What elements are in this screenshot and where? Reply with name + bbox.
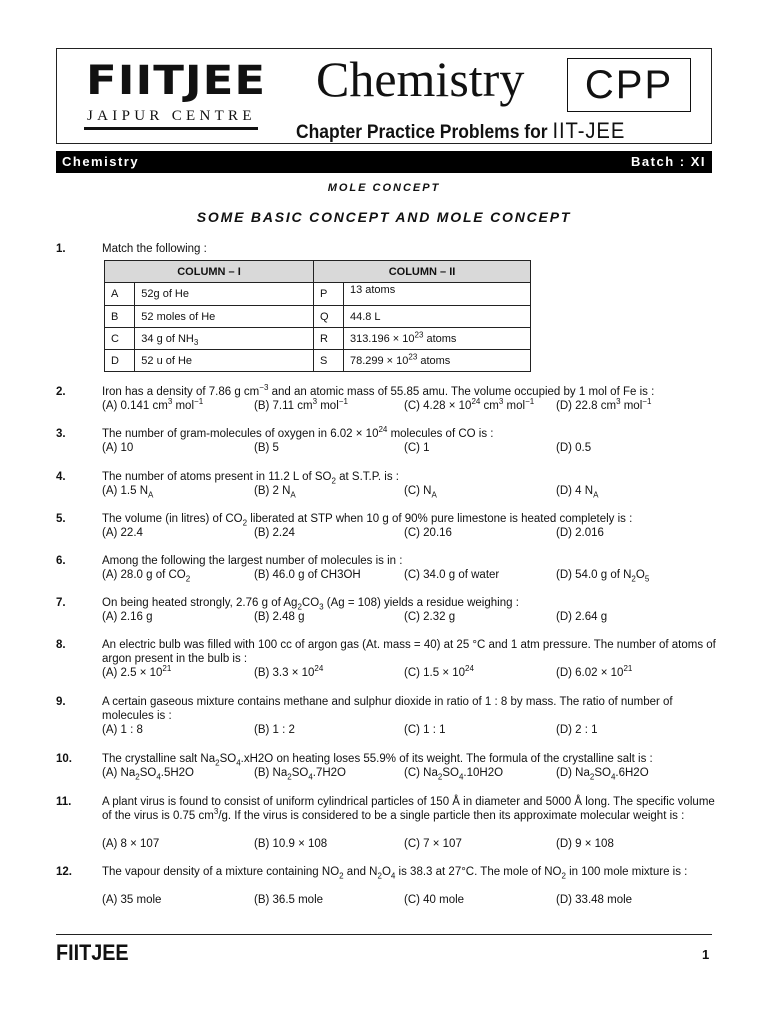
- option-c: (C) 2.32 g: [404, 611, 456, 623]
- question-number: 1.: [56, 243, 66, 255]
- row-letter: A: [105, 283, 135, 306]
- page-number: 1: [702, 947, 710, 962]
- option-d: (D) $Na_2SO_4.6H2O$: [556, 767, 649, 782]
- question-text: A certain gaseous mixture contains methane and sulphur dioxide in ratio of 1 : 8 by mass. The ratio of number of molecules is :: [102, 696, 673, 722]
- option-b: (B) 1 : 2: [254, 724, 295, 736]
- option-c: (C) $Na_2SO_4.10H2O$: [404, 767, 504, 782]
- option-a: (A) $Na_2SO_4.5H2O$: [102, 767, 195, 782]
- logo-rule: [84, 127, 258, 130]
- option-c: (C) 1 : 1: [404, 724, 446, 736]
- option-b: (B) 7.11 $cm^3$ mol$^{-1}$: [254, 397, 348, 412]
- subject-bar: [56, 151, 712, 173]
- option-d: (D) 33.48 mole: [556, 894, 633, 906]
- fiitjee-logo: FIITJEE: [86, 56, 267, 105]
- option-a: (A) 0.141 $cm^3$ mol$^{-1}$: [102, 397, 204, 412]
- match-table: [104, 260, 531, 372]
- option-a: (A) 8 × 107: [102, 838, 160, 850]
- option-c: (C) $1.5 \times 10^{24}$: [404, 664, 474, 679]
- row-right: 44.8 L: [343, 306, 530, 328]
- question-text: The number of atoms present in 11.2 L of $SO_2$ at S.T.P. is :: [102, 471, 400, 486]
- row-letter: B: [105, 306, 135, 328]
- question-number: 10.: [56, 753, 72, 765]
- option-b: (B) 10.9 × 108: [254, 838, 328, 850]
- question-text: Iron has a density of 7.86 g $cm^{-3}$ and an atomic mass of 55.85 amu. The volume occupied by 1 mol of Fe is :: [102, 383, 655, 398]
- row-letter: C: [105, 328, 135, 350]
- row-left: 52g of He: [135, 283, 314, 306]
- option-c: (C) $N_A$: [404, 485, 437, 500]
- question-number: 11.: [56, 796, 72, 808]
- cpp-badge: CPP: [584, 63, 674, 107]
- logo-subtitle: JAIPUR CENTRE: [87, 108, 256, 124]
- option-b: (B) 36.5 mole: [254, 894, 324, 906]
- option-d: (D) 9 × 108: [556, 838, 614, 850]
- row-right: $313.196 \times 10^{23}$ atoms: [343, 328, 530, 350]
- tagline-jee: IIT-JEE: [552, 118, 626, 143]
- question-number: 6.: [56, 555, 66, 567]
- option-c: (C) $4.28 \times 10^{24}$ $cm^3$ mol$^{-1}$: [404, 397, 535, 412]
- option-a: (A) 1.5 $N_A$: [102, 485, 154, 500]
- option-d: (D) 2 : 1: [556, 724, 598, 736]
- option-a: (A) $2.5 \times 10^{21}$: [102, 664, 172, 679]
- option-d: (D) $6.02 \times 10^{21}$: [556, 664, 633, 679]
- option-c: (C) 34.0 g of water: [404, 569, 500, 581]
- row-code: Q: [314, 306, 344, 328]
- question-text: On being heated strongly, 2.76 g of $Ag_2CO_3$ (Ag = 108) yields a residue weighing :: [102, 597, 519, 612]
- page-heading: SOME BASIC CONCEPT AND MOLE CONCEPT: [196, 209, 572, 225]
- option-b: (B) 2.48 g: [254, 611, 305, 623]
- question-text: The vapour density of a mixture containing $NO_2$ and $N_2O_4$ is 38.3 at 27°C. The mole of $NO_2$ in 100 mole mixture is :: [102, 866, 688, 881]
- question-number: 4.: [56, 471, 66, 483]
- row-code: S: [314, 350, 344, 372]
- option-d: (D) 0.5: [556, 442, 592, 454]
- bar-batch: Batch : XI: [631, 154, 706, 169]
- option-a: (A) 22.4: [102, 527, 143, 539]
- option-c: (C) 7 × 107: [404, 838, 462, 850]
- option-d: (D) 2.64 g: [556, 611, 608, 623]
- option-d: (D) 4 $N_A$: [556, 485, 599, 500]
- option-a: (A) 10: [102, 442, 134, 454]
- option-b: (B) 2 $N_A$: [254, 485, 296, 500]
- question-number: 8.: [56, 639, 66, 651]
- question-number: 3.: [56, 428, 66, 440]
- option-a: (A) 28.0 g of $CO_2$: [102, 569, 191, 584]
- question-text: The crystalline salt $Na_2SO_4.xH2O$ on heating loses 55.9% of its weight. The formula of the crystalline salt is :: [102, 753, 653, 768]
- row-left: 34 g of $NH_3$: [135, 328, 314, 350]
- row-left: 52 moles of He: [135, 306, 314, 328]
- option-a: (A) 2.16 g: [102, 611, 153, 623]
- bar-subject: Chemistry: [62, 154, 140, 169]
- option-d: (D) 22.8 $cm^3$ mol$^{-1}$: [556, 397, 652, 412]
- question-number: 5.: [56, 513, 66, 525]
- option-b: (B) 5: [254, 442, 279, 454]
- topic-label: MOLE CONCEPT: [327, 182, 441, 194]
- table-row: [105, 283, 531, 306]
- table-row: [105, 306, 531, 328]
- option-d: (D) 2.016: [556, 527, 604, 539]
- question-text: The number of gram-molecules of oxygen in $6.02 \times 10^{24}$ molecules of CO is :: [102, 425, 494, 440]
- option-b: (B) 46.0 g of CH3OH: [254, 569, 361, 581]
- row-letter: D: [105, 350, 135, 372]
- question-text: An electric bulb was filled with 100 cc of argon gas (At. mass = 40) at 25 °C and 1 atm pressure. The number of atoms of argon present in the bulb is :: [102, 639, 716, 665]
- question-text: The volume (in litres) of $CO_2$ liberated at STP when 10 g of 90% pure limestone is heated completely is :: [102, 513, 633, 528]
- question-number: 7.: [56, 597, 66, 609]
- option-c: (C) 20.16: [404, 527, 452, 539]
- table-row: [105, 328, 531, 350]
- question-number: 12.: [56, 866, 72, 878]
- option-b: (B) $3.3 \times 10^{24}$: [254, 664, 324, 679]
- question-text: A plant virus is found to consist of uniform cylindrical particles of 150 Å in diameter and 5000 Å long. The specific volume of the virus is 0.75 $cm^3/g$. If the virus is considered to be a single particle then its approximate molecular weight is :: [102, 796, 715, 822]
- option-a: (A) 1 : 8: [102, 724, 143, 736]
- row-right: $78.299 \times 10^{23}$ atoms: [343, 350, 530, 372]
- question-number: 9.: [56, 696, 66, 708]
- row-code: P: [314, 283, 344, 306]
- question-text: Among the following the largest number of molecules is in :: [102, 555, 403, 567]
- subject-title: Chemistry: [316, 51, 525, 107]
- option-d: (D) 54.0 g of $N_2O_5$: [556, 569, 650, 584]
- column-1-header: COLUMN – I: [105, 261, 314, 283]
- tagline: [296, 118, 625, 144]
- option-b: (B) 2.24: [254, 527, 295, 539]
- row-right: 13 atoms: [343, 283, 530, 306]
- option-a: (A) 35 mole: [102, 894, 162, 906]
- option-c: (C) 1: [404, 442, 430, 454]
- column-2-header: COLUMN – II: [314, 261, 531, 283]
- footer-logo: FIITJEE: [56, 940, 129, 965]
- tagline-text: Chapter Practice Problems for: [296, 122, 548, 143]
- row-left: 52 u of He: [135, 350, 314, 372]
- footer-rule: [56, 934, 712, 935]
- row-code: R: [314, 328, 344, 350]
- table-row: [105, 350, 531, 372]
- option-b: (B) $Na_2SO_4.7H2O$: [254, 767, 347, 782]
- question-text: Match the following :: [102, 243, 207, 255]
- question-number: 2.: [56, 386, 66, 398]
- option-c: (C) 40 mole: [404, 894, 465, 906]
